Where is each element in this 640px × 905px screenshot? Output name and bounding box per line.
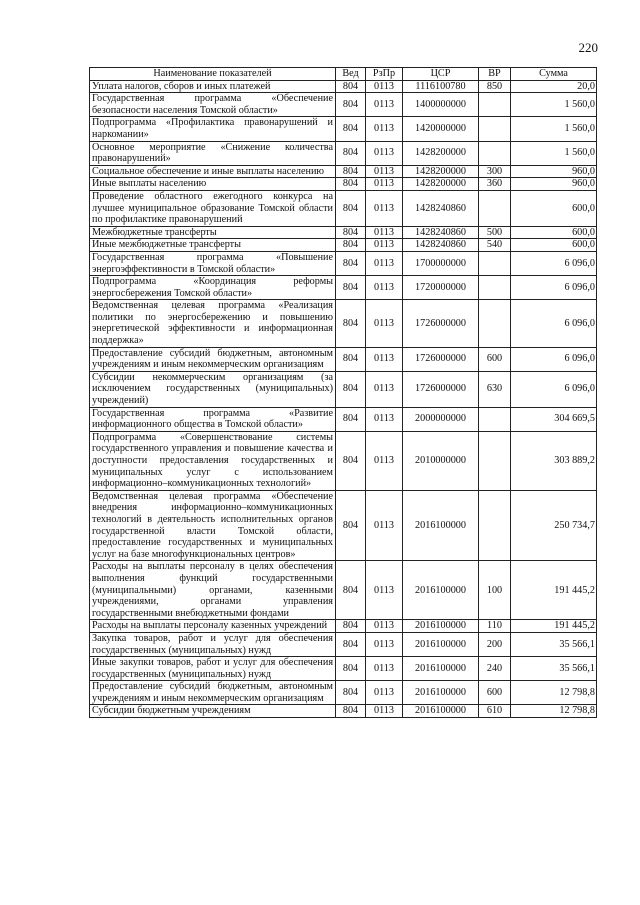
header-vr: ВР [479,68,511,81]
cell-ved: 804 [336,80,366,93]
cell-rzpr: 0113 [366,178,403,191]
cell-vr: 630 [479,371,511,407]
cell-csr: 1428240860 [403,226,479,239]
table-row [90,117,597,141]
cell-csr: 1726000000 [403,371,479,407]
header-csr: ЦСР [403,68,479,81]
cell-name: Проведение областного ежегодного конкурса на лучшее муниципальное образование Томской области по профилактике правонарушений [90,190,336,226]
cell-csr: 1700000000 [403,251,479,275]
cell-vr [479,93,511,117]
table-row [90,657,597,681]
cell-name: Ведомственная целевая программа «Обеспечение внедрения информационно–коммуникационных технологий в деятельность исполнительных органов государственной власти Томской области, предоставление государственных и муниципальных услуг на базе многофункциональных центров» [90,490,336,561]
cell-rzpr: 0113 [366,251,403,275]
cell-vr [479,407,511,431]
cell-name: Межбюджетные трансферты [90,226,336,239]
cell-sum: 1 560,0 [511,117,597,141]
cell-sum: 600,0 [511,226,597,239]
table-row [90,371,597,407]
cell-rzpr: 0113 [366,239,403,252]
page-number: 220 [578,40,598,55]
cell-csr: 1428200000 [403,141,479,165]
cell-ved: 804 [336,239,366,252]
cell-rzpr: 0113 [366,276,403,300]
header-name: Наименование показателей [90,68,336,81]
cell-csr: 2000000000 [403,407,479,431]
cell-sum: 35 566,1 [511,632,597,656]
cell-ved: 804 [336,431,366,490]
header-sum: Сумма [511,68,597,81]
cell-name: Предоставление субсидий бюджетным, автономным учреждениям и иным некоммерческим организациям [90,681,336,705]
header-ved: Вед [336,68,366,81]
table-row [90,300,597,347]
cell-name: Государственная программа «Повышение энергоэффективности в Томской области» [90,251,336,275]
cell-ved: 804 [336,490,366,561]
cell-sum: 12 798,8 [511,705,597,718]
cell-sum: 304 669,5 [511,407,597,431]
cell-vr: 610 [479,705,511,718]
cell-ved: 804 [336,657,366,681]
cell-name: Подпрограмма «Совершенствование системы государственного управления и повышение качества и доступности предоставления государственных и муниципальных услуг с использованием информационно–коммуникационных технологий» [90,431,336,490]
cell-rzpr: 0113 [366,371,403,407]
cell-ved: 804 [336,117,366,141]
cell-name: Предоставление субсидий бюджетным, автономным учреждениям и иным некоммерческим организациям [90,347,336,371]
table-row [90,431,597,490]
cell-csr: 2010000000 [403,431,479,490]
table-row [90,190,597,226]
cell-rzpr: 0113 [366,141,403,165]
cell-sum: 6 096,0 [511,276,597,300]
cell-ved: 804 [336,141,366,165]
cell-csr: 2016100000 [403,632,479,656]
cell-csr: 2016100000 [403,657,479,681]
cell-rzpr: 0113 [366,632,403,656]
cell-vr: 300 [479,165,511,178]
cell-csr: 1428240860 [403,239,479,252]
table-header-row [90,68,597,81]
cell-csr: 1116100780 [403,80,479,93]
table-row [90,490,597,561]
cell-sum: 303 889,2 [511,431,597,490]
cell-sum: 600,0 [511,190,597,226]
cell-rzpr: 0113 [366,705,403,718]
cell-vr [479,490,511,561]
cell-rzpr: 0113 [366,490,403,561]
cell-vr: 200 [479,632,511,656]
cell-sum: 20,0 [511,80,597,93]
table-row [90,407,597,431]
cell-sum: 1 560,0 [511,93,597,117]
cell-sum: 191 445,2 [511,561,597,620]
table-row [90,178,597,191]
cell-rzpr: 0113 [366,681,403,705]
table-row [90,705,597,718]
cell-csr: 2016100000 [403,705,479,718]
cell-name: Уплата налогов, сборов и иных платежей [90,80,336,93]
table-row [90,632,597,656]
table-body [90,80,597,717]
cell-vr [479,431,511,490]
cell-name: Субсидии некоммерческим организациям (за исключением государственных (муниципальных) учреждений) [90,371,336,407]
cell-vr [479,190,511,226]
table-row [90,165,597,178]
cell-ved: 804 [336,300,366,347]
cell-ved: 804 [336,371,366,407]
cell-vr: 600 [479,681,511,705]
cell-vr: 100 [479,561,511,620]
cell-name: Подпрограмма «Координация реформы энергосбережения Томской области» [90,276,336,300]
table-row [90,141,597,165]
cell-name: Иные закупки товаров, работ и услуг для обеспечения государственных (муниципальных) нужд [90,657,336,681]
cell-ved: 804 [336,276,366,300]
cell-sum: 6 096,0 [511,371,597,407]
cell-name: Расходы на выплаты персоналу казенных учреждений [90,620,336,633]
cell-vr: 850 [479,80,511,93]
cell-name: Подпрограмма «Профилактика правонарушений и наркомании» [90,117,336,141]
cell-ved: 804 [336,620,366,633]
header-rzpr: РзПр [366,68,403,81]
cell-name: Расходы на выплаты персоналу в целях обеспечения выполнения функций государственными (муниципальными) органами, казенными учреждениями, органами управления государственными внебюджетными фондами [90,561,336,620]
cell-rzpr: 0113 [366,347,403,371]
cell-csr: 2016100000 [403,561,479,620]
cell-sum: 191 445,2 [511,620,597,633]
budget-table [89,67,597,718]
cell-ved: 804 [336,347,366,371]
cell-rzpr: 0113 [366,80,403,93]
cell-ved: 804 [336,190,366,226]
cell-ved: 804 [336,407,366,431]
cell-name: Субсидии бюджетным учреждениям [90,705,336,718]
table-row [90,681,597,705]
cell-vr: 360 [479,178,511,191]
table-row [90,226,597,239]
table-row [90,239,597,252]
cell-rzpr: 0113 [366,93,403,117]
table-row [90,620,597,633]
cell-ved: 804 [336,226,366,239]
cell-ved: 804 [336,165,366,178]
cell-vr: 110 [479,620,511,633]
cell-rzpr: 0113 [366,117,403,141]
table-row [90,251,597,275]
cell-sum: 6 096,0 [511,300,597,347]
cell-name: Иные выплаты населению [90,178,336,191]
cell-rzpr: 0113 [366,561,403,620]
cell-csr: 1726000000 [403,300,479,347]
cell-sum: 6 096,0 [511,347,597,371]
cell-csr: 1428200000 [403,165,479,178]
cell-csr: 1400000000 [403,93,479,117]
cell-rzpr: 0113 [366,657,403,681]
cell-name: Иные межбюджетные трансферты [90,239,336,252]
cell-ved: 804 [336,632,366,656]
cell-ved: 804 [336,681,366,705]
cell-name: Ведомственная целевая программа «Реализация политики по энергосбережению и повышению энергетической эффективности и информационная поддержка» [90,300,336,347]
cell-vr: 500 [479,226,511,239]
cell-vr: 600 [479,347,511,371]
cell-vr: 240 [479,657,511,681]
cell-ved: 804 [336,93,366,117]
cell-rzpr: 0113 [366,165,403,178]
table-row [90,561,597,620]
cell-sum: 600,0 [511,239,597,252]
cell-name: Государственная программа «Развитие информационного общества в Томской области» [90,407,336,431]
cell-name: Закупка товаров, работ и услуг для обеспечения государственных (муниципальных) нужд [90,632,336,656]
cell-rzpr: 0113 [366,620,403,633]
cell-ved: 804 [336,251,366,275]
cell-csr: 2016100000 [403,620,479,633]
cell-sum: 6 096,0 [511,251,597,275]
cell-vr [479,276,511,300]
cell-rzpr: 0113 [366,407,403,431]
cell-vr: 540 [479,239,511,252]
cell-csr: 1726000000 [403,347,479,371]
cell-vr [479,300,511,347]
cell-csr: 2016100000 [403,490,479,561]
cell-rzpr: 0113 [366,300,403,347]
cell-sum: 960,0 [511,178,597,191]
table-row [90,276,597,300]
cell-ved: 804 [336,705,366,718]
cell-csr: 1720000000 [403,276,479,300]
table-row [90,80,597,93]
cell-rzpr: 0113 [366,431,403,490]
cell-sum: 1 560,0 [511,141,597,165]
cell-vr [479,251,511,275]
cell-ved: 804 [336,561,366,620]
cell-rzpr: 0113 [366,190,403,226]
cell-vr [479,117,511,141]
table-row [90,347,597,371]
cell-vr [479,141,511,165]
cell-name: Государственная программа «Обеспечение безопасности населения Томской области» [90,93,336,117]
cell-rzpr: 0113 [366,226,403,239]
cell-name: Социальное обеспечение и иные выплаты населению [90,165,336,178]
cell-sum: 35 566,1 [511,657,597,681]
cell-sum: 250 734,7 [511,490,597,561]
cell-csr: 1420000000 [403,117,479,141]
cell-csr: 1428200000 [403,178,479,191]
table-row [90,93,597,117]
cell-name: Основное мероприятие «Снижение количества правонарушений» [90,141,336,165]
cell-csr: 1428240860 [403,190,479,226]
cell-csr: 2016100000 [403,681,479,705]
cell-sum: 12 798,8 [511,681,597,705]
cell-sum: 960,0 [511,165,597,178]
cell-ved: 804 [336,178,366,191]
